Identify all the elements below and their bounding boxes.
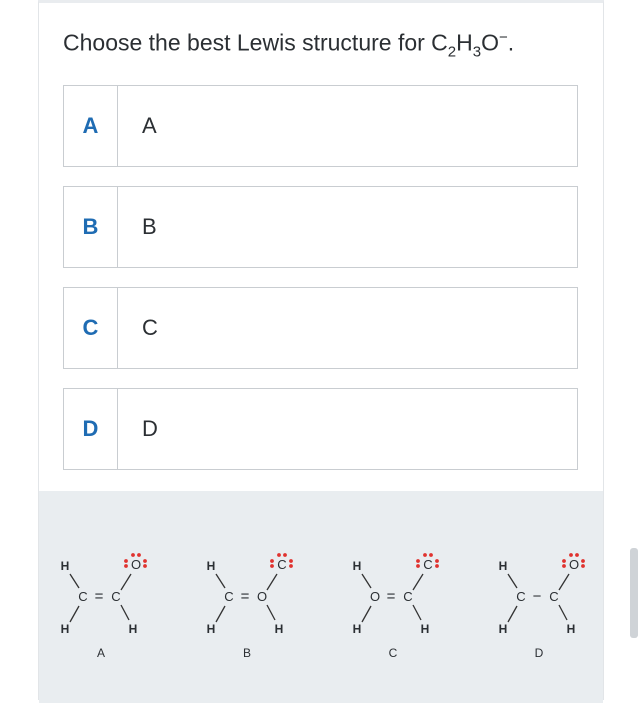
structure-caption: C [388, 646, 398, 660]
single-bond [362, 574, 371, 588]
single-bond [216, 606, 225, 622]
lone-pair-electron [581, 564, 585, 568]
single-bond [121, 605, 129, 620]
single-bond [508, 606, 517, 622]
option-letter: B [64, 187, 118, 267]
lone-pair-electron [137, 553, 141, 557]
single-bond [559, 605, 567, 620]
answer-option-a[interactable] [63, 85, 578, 167]
lone-pair-electron [277, 553, 281, 557]
atom-label: C [224, 589, 234, 604]
lone-pair-electron [581, 559, 585, 563]
lone-pair-electron [131, 553, 135, 557]
structure-caption: D [534, 646, 544, 660]
single-bond [267, 605, 275, 620]
atom-label: H [352, 622, 362, 636]
atom-label: H [352, 559, 362, 573]
atom-label: C [78, 589, 88, 604]
atom-label: C [516, 589, 526, 604]
lone-pair-electron [416, 559, 420, 563]
atom-label: C [111, 589, 121, 604]
lewis-structures-svg [39, 491, 603, 703]
scrollbar-thumb[interactable] [630, 548, 638, 638]
lone-pair-electron [416, 564, 420, 568]
single-bond [70, 574, 79, 588]
atom-label: O [369, 589, 381, 604]
option-text: C [142, 315, 158, 340]
lone-pair-electron [429, 553, 433, 557]
lone-pair-electron [289, 564, 293, 568]
atom-label: H [498, 622, 508, 636]
single-bond [559, 574, 569, 590]
question-card [38, 0, 604, 700]
answer-option-c[interactable] [63, 287, 578, 369]
answer-option-b[interactable] [63, 186, 578, 268]
lone-pair-electron [124, 564, 128, 568]
lone-pair-electron [423, 553, 427, 557]
lone-pair-electron [270, 559, 274, 563]
option-letter: C [64, 288, 118, 368]
single-bond [413, 605, 421, 620]
lewis-structure-d [499, 553, 585, 660]
lone-pair-electron [124, 559, 128, 563]
option-text: B [142, 214, 157, 239]
lone-pair-electron [562, 559, 566, 563]
single-bond [267, 574, 277, 590]
option-text: A [142, 113, 157, 138]
lone-pair-electron [289, 559, 293, 563]
bond-symbol: = [386, 588, 396, 605]
lewis-structure-c [353, 553, 439, 660]
structure-caption: B [242, 646, 252, 660]
lone-pair-electron [143, 564, 147, 568]
structure-caption: A [96, 646, 106, 660]
lone-pair-electron [562, 564, 566, 568]
atom-label: H [498, 559, 508, 573]
atom-label: H [60, 622, 70, 636]
atom-label: O [130, 557, 142, 572]
atom-label: H [206, 559, 216, 573]
single-bond [362, 606, 371, 622]
atom-label: H [60, 559, 70, 573]
answer-option-d[interactable] [63, 388, 578, 470]
lewis-structure-b [207, 553, 293, 660]
bond-symbol: = [94, 588, 104, 605]
single-bond [216, 574, 225, 588]
lone-pair-electron [270, 564, 274, 568]
atom-label: H [128, 622, 138, 636]
lone-pair-electron [143, 559, 147, 563]
lone-pair-electron [569, 553, 573, 557]
atom-label: O [256, 589, 268, 604]
atom-label: H [206, 622, 216, 636]
lewis-structure-a [61, 553, 147, 660]
lone-pair-electron [435, 564, 439, 568]
lone-pair-electron [283, 553, 287, 557]
single-bond [413, 574, 423, 590]
option-letter: A [64, 86, 118, 166]
atom-label: C [549, 589, 559, 604]
atom-label: O [568, 557, 580, 572]
option-text: D [142, 416, 158, 441]
lone-pair-electron [435, 559, 439, 563]
atom-label: H [566, 622, 576, 636]
bond-symbol: − [532, 588, 542, 605]
single-bond [70, 606, 79, 622]
atom-label: H [274, 622, 284, 636]
single-bond [121, 574, 131, 590]
question-prompt: Choose the best Lewis structure for $C_2H_3O^-$. [63, 29, 515, 61]
atom-label: C [403, 589, 413, 604]
atom-label: C [423, 557, 433, 572]
atom-label: H [420, 622, 430, 636]
lone-pair-electron [575, 553, 579, 557]
lewis-structures-figure [39, 491, 603, 703]
atom-label: C [277, 557, 287, 572]
single-bond [508, 574, 517, 588]
option-letter: D [64, 389, 118, 469]
bond-symbol: = [240, 588, 250, 605]
